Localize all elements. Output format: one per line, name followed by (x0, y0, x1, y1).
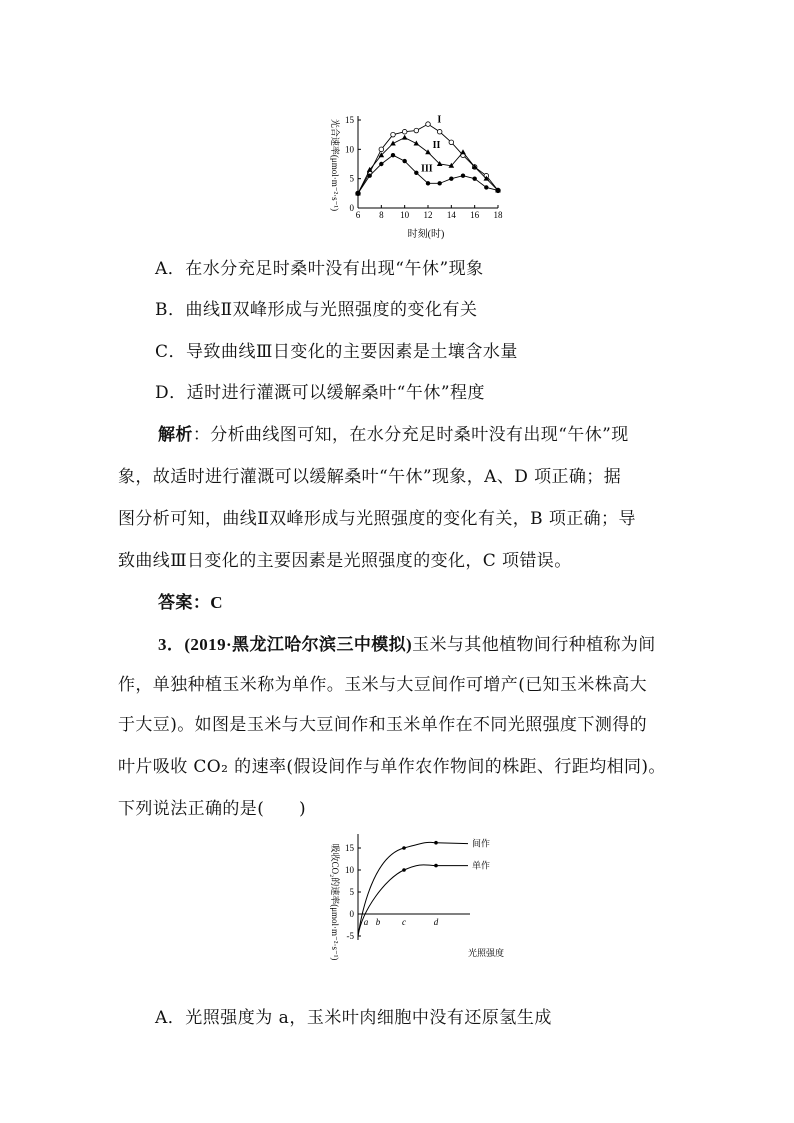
q3-line-2: 作，单独种植玉米称为单作。玉米与大豆间作可增产(已知玉米株高大 (118, 675, 648, 695)
analysis-line-3: 图分析可知，曲线Ⅱ双峰形成与光照强度的变化有关，B 项正确；导 (118, 509, 636, 529)
q3-option-a: A．光照强度为 a，玉米叶肉细胞中没有还原氢生成 (155, 1008, 552, 1028)
option-b: B．曲线Ⅱ双峰形成与光照强度的变化有关 (155, 300, 478, 320)
data-point (496, 188, 500, 192)
series-label: 单作 (472, 860, 491, 871)
analysis-line-1: 解析：分析曲线图可知，在水分充足时桑叶没有出现“午休”现 (158, 425, 629, 445)
data-point (437, 129, 442, 134)
q3-source: (2019·黑龙江哈尔滨三中模拟) (184, 635, 413, 654)
q3-line-5: 下列说法正确的是( ) (118, 799, 307, 819)
x-tick-label: 6 (355, 210, 361, 220)
data-point (472, 176, 476, 180)
data-point (426, 122, 431, 127)
x-tick-label: 8 (379, 210, 384, 220)
data-point (391, 153, 395, 157)
option-c: C．导致曲线Ⅲ日变化的主要因素是土壤含水量 (155, 342, 518, 362)
chart2-y-axis-label: 吸收CO₂的速率(μmol·m⁻²·s⁻¹) (330, 843, 340, 961)
analysis-line-2: 象，故适时进行灌溉可以缓解桑叶“午休”现象，A、D 项正确；据 (118, 467, 622, 487)
data-point (425, 149, 431, 154)
chart1-y-axis-label: 光合速率(μmol·m⁻²·s⁻¹) (330, 118, 340, 212)
q3-line-1: 3．(2019·黑龙江哈尔滨三中模拟)玉米与其他植物间行种植称为间 (158, 635, 656, 655)
y-tick-label: 0 (349, 909, 354, 919)
data-point (434, 864, 438, 868)
q3-line-4: 叶片吸收 CO₂ 的速率(假设间作与单作农作物间的株距、行距均相同)。 (118, 757, 666, 777)
data-point (379, 147, 384, 152)
y-tick-label: 15 (345, 115, 354, 125)
data-point (367, 174, 371, 178)
q3-line-3: 于大豆)。如图是玉米与大豆间作和玉米单作在不同光照强度下测得的 (118, 715, 648, 735)
answer: 答案：C (158, 593, 223, 612)
data-point (461, 174, 465, 178)
data-point (426, 181, 430, 185)
x-tick-label: c (402, 917, 406, 927)
y-tick-label: 5 (349, 887, 354, 897)
data-point (391, 132, 396, 137)
x-tick-label: d (433, 917, 439, 927)
y-tick-label: 0 (349, 203, 354, 213)
curve-label: I (437, 114, 442, 126)
x-tick-label: 12 (423, 210, 433, 220)
answer-label: 答案 (158, 593, 193, 612)
x-tick-label: 10 (400, 210, 410, 220)
co2-absorption-chart (322, 832, 522, 982)
chart2-axes (345, 834, 470, 941)
y-tick-label: 5 (349, 173, 354, 184)
option-d: D．适时进行灌溉可以缓解桑叶“午休”程度 (155, 383, 486, 403)
data-point (402, 159, 406, 163)
y-tick-label: 10 (345, 865, 354, 875)
curve-label: III (421, 163, 433, 175)
y-tick-label: 10 (345, 144, 354, 155)
data-point (356, 191, 360, 195)
x-tick-label: 18 (493, 210, 503, 220)
x-tick-label: a (363, 917, 369, 927)
x-tick-label: 16 (470, 210, 480, 220)
analysis-line-4: 致曲线Ⅲ日变化的主要因素是光照强度的变化，C 项错误。 (118, 551, 572, 571)
data-point (449, 140, 454, 145)
data-point (402, 135, 408, 140)
data-point (437, 181, 441, 185)
series-line-0 (358, 842, 468, 936)
data-point (402, 868, 406, 872)
analysis-label: 解析 (158, 425, 193, 444)
y-tick-label: 15 (345, 843, 354, 853)
option-a: A．在水分充足时桑叶没有出现“午休”现象 (155, 259, 484, 279)
data-point (484, 185, 488, 189)
chart1-x-axis-label: 时刻(时) (407, 229, 445, 240)
series-line-1 (358, 865, 468, 936)
series-label: 间作 (472, 838, 491, 849)
data-point (449, 176, 453, 180)
x-tick-label: 14 (446, 210, 456, 220)
data-point (434, 841, 438, 845)
x-tick-label: b (375, 917, 381, 927)
data-point (414, 128, 419, 133)
chart1-series (355, 114, 501, 195)
data-point (379, 162, 383, 166)
q3-number: 3． (158, 635, 185, 654)
y-tick-label: -5 (346, 931, 354, 941)
photosynthesis-daily-chart (318, 100, 508, 240)
data-point (414, 171, 418, 175)
data-point (402, 129, 407, 134)
data-point (402, 846, 406, 850)
data-point (460, 149, 466, 154)
chart2-x-axis-label: 光照强度 (467, 948, 505, 958)
curve-label: II (432, 140, 441, 152)
